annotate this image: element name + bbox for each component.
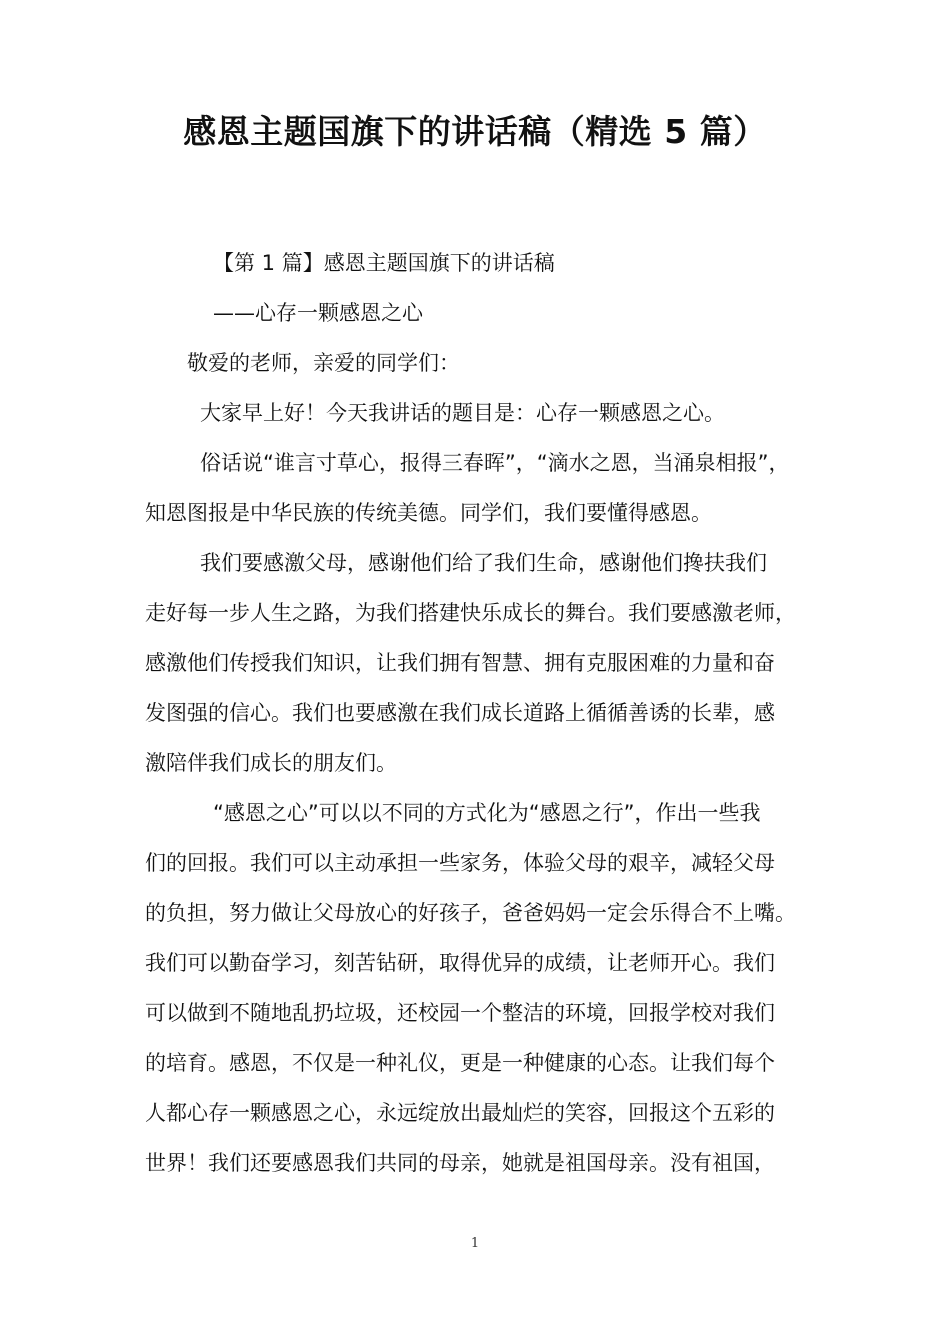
paragraph-line: 我们要感激父母，感谢他们给了我们生命，感谢他们搀扶我们 xyxy=(200,551,767,575)
paragraph-line: 人都心存一颗感恩之心，永远绽放出最灿烂的笑容，回报这个五彩的 xyxy=(145,1101,775,1125)
paragraph-line: 的负担，努力做让父母放心的好孩子，爸爸妈妈一定会乐得合不上嘴。 xyxy=(145,901,796,925)
paragraph-line: 感激他们传授我们知识，让我们拥有智慧、拥有克服困难的力量和奋 xyxy=(145,651,775,675)
section-heading: 【第 1 篇】感恩主题国旗下的讲话稿 xyxy=(213,251,555,275)
document-body xyxy=(145,238,811,1188)
document-title: 感恩主题国旗下的讲话稿（精选 5 篇） xyxy=(183,112,767,151)
section-subtitle: ——心存一颗感恩之心 xyxy=(213,301,423,325)
paragraph-line: 可以做到不随地乱扔垃圾，还校园一个整洁的环境，回报学校对我们 xyxy=(145,1001,775,1025)
paragraph-line: 我们可以勤奋学习，刻苦钻研，取得优异的成绩，让老师开心。我们 xyxy=(145,951,775,975)
paragraph-line: 知恩图报是中华民族的传统美德。同学们，我们要懂得感恩。 xyxy=(145,501,712,525)
page-number: 1 xyxy=(470,1236,480,1251)
paragraph-line: 们的回报。我们可以主动承担一些家务，体验父母的艰辛，减轻父母 xyxy=(145,851,775,875)
paragraph-line: “感恩之心”可以以不同的方式化为“感恩之行”，作出一些我 xyxy=(213,801,761,825)
paragraph-line: 激陪伴我们成长的朋友们。 xyxy=(145,751,397,775)
paragraph-line: 的培育。感恩，不仅是一种礼仪，更是一种健康的心态。让我们每个 xyxy=(145,1051,775,1075)
paragraph-line: 走好每一步人生之路，为我们搭建快乐成长的舞台。我们要感激老师， xyxy=(145,601,796,625)
salutation: 敬爱的老师，亲爱的同学们： xyxy=(187,351,460,375)
paragraph-line: 大家早上好！今天我讲话的题目是：心存一颗感恩之心。 xyxy=(200,401,725,425)
paragraph-line: 俗话说“谁言寸草心，报得三春晖”，“滴水之恩，当涌泉相报”， xyxy=(200,451,790,475)
paragraph-line: 发图强的信心。我们也要感激在我们成长道路上循循善诱的长辈，感 xyxy=(145,701,775,725)
paragraph-line: 世界！我们还要感恩我们共同的母亲，她就是祖国母亲。没有祖国， xyxy=(145,1151,775,1175)
